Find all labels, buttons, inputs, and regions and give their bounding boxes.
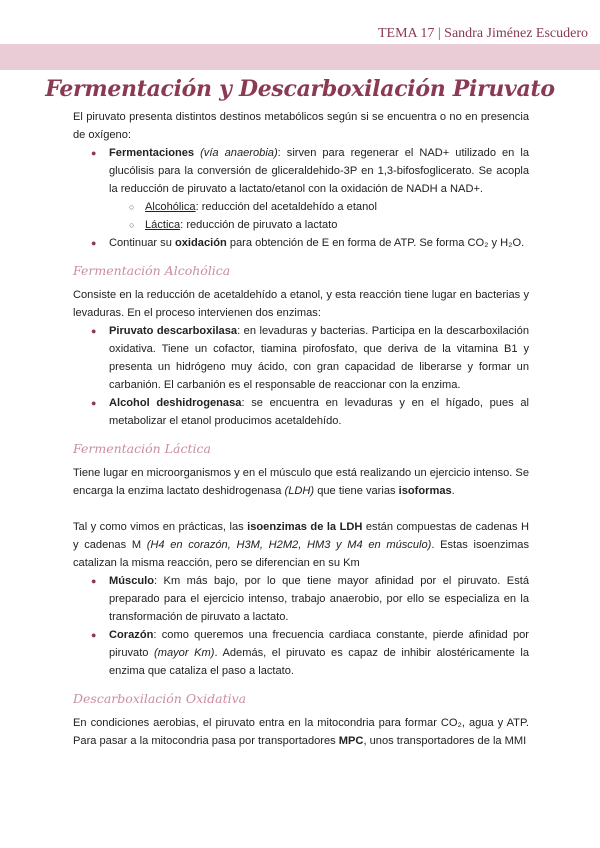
section-heading-lactica: Fermentación Láctica: [73, 441, 211, 456]
alcoholica-paragraph: Consiste en la reducción de acetaldehído a etanol, y esta reacción tiene lugar en bacterias y levaduras. En el proceso intervienen dos enzimas:: [73, 289, 529, 319]
list-item: ● Músculo: Km más bajo, por lo que tiene mayor afinidad por el piruvato. Está preparado para el ejercicio intenso, trabajo anaerobio, por ello se especializa en la transformación de piruvato a lactato.: [109, 572, 529, 626]
destinos-list: [73, 144, 529, 252]
lactica-paragraph-1: Tiene lugar en microorganismos y en el músculo que está realizando un ejercicio intenso. Se encarga la enzima lactato deshidrogenasa (LDH) que tiene varias isoformas.: [73, 467, 529, 497]
list-item: ○ Alcohólica: reducción del acetaldehído a etanol: [145, 198, 529, 216]
spacer: [73, 500, 529, 518]
list-item: ● Corazón: como queremos una frecuencia cardiaca constante, pierde afinidad por piruvato (mayor Km). Además, el piruvato es capaz de inhibir alostéricamente la enzima que cataliza el paso a lactato.: [109, 626, 529, 680]
alcoholica-enzymes-list: [73, 322, 529, 430]
page-title: Fermentación y Descarboxilación Piruvato: [45, 76, 555, 102]
list-item: ● Continuar su oxidación para obtención de E en forma de ATP. Se forma CO₂ y H₂O.: [109, 234, 529, 252]
descarboxilacion-paragraph: En condiciones aerobias, el piruvato entra en la mitocondria para formar CO₂, agua y ATP. Para pasar a la mitocondria pasa por transportadores MPC, unos transportadores de la MMI: [73, 717, 529, 747]
list-item: ● Alcohol deshidrogenasa: se encuentra en levaduras y en el hígado, pues al metabolizar el etanol producimos acetaldehído.: [109, 394, 529, 430]
header-title: TEMA 17 | Sandra Jiménez Escudero: [377, 26, 588, 41]
fermentation-types-list: [109, 198, 529, 234]
intro-paragraph: El piruvato presenta distintos destinos metabólicos según si se encuentra o no en presencia de oxígeno:: [73, 111, 529, 141]
list-item: ● Fermentaciones (vía anaerobia): sirven para regenerar el NAD+ utilizado en la glucólisis para la conversión de gliceraldehido-3P en 1,3-bifosfoglicerato. Se acopla la reducción de piruvato a lactato/etanol con la oxidación de NADH a NAD+. ○ Alcohólica: reducción del acetaldehído a etanol ○ Láctica: reducción de piruvato a lactato: [109, 144, 529, 234]
section-heading-alcoholica: Fermentación Alcohólica: [73, 263, 231, 278]
top-bar: [0, 0, 600, 44]
list-item: ● Piruvato descarboxilasa: en levaduras y bacterias. Participa en la descarboxilación oxidativa. Tiene un cofactor, tiamina pirofosfato, que deriva de la vitamina B1 y presenta un hidrógeno muy ácido, con gran capacidad de liberarse y formar un carbanión. El carbanión es el responsable de reaccionar con la enzima.: [109, 322, 529, 394]
list-item: ○ Láctica: reducción de piruvato a lactato: [145, 216, 529, 234]
document-body: [73, 108, 529, 750]
header-band: [0, 44, 600, 70]
isoenzymes-list: [73, 572, 529, 680]
lactica-paragraph-2: Tal y como vimos en prácticas, las isoenzimas de la LDH están compuestas de cadenas H y cadenas M (H4 en corazón, H3M, H2M2, HM3 y M4 en músculo). Estas isoenzimas catalizan la misma reacción, pero se diferencian en su Km: [73, 521, 529, 569]
section-heading-descarboxilacion: Descarboxilación Oxidativa: [73, 691, 247, 706]
